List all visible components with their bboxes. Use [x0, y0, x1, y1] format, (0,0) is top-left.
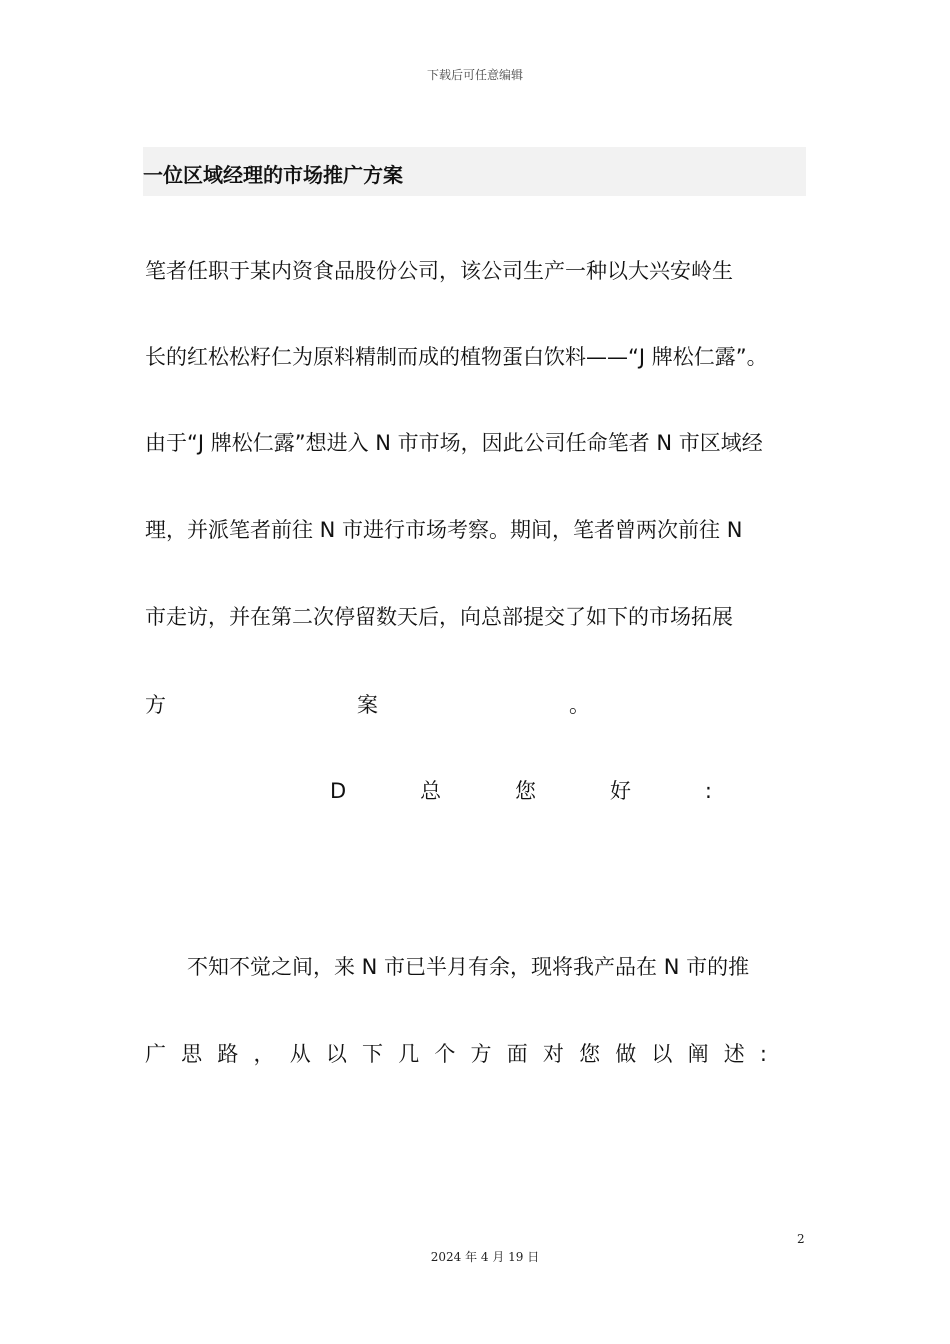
page-header: 下载后可任意编辑	[426, 68, 523, 82]
char: 面	[506, 1042, 528, 1066]
char: 对	[542, 1042, 564, 1066]
page-footer-date: 2024 年 4 月 19 日	[430, 1250, 540, 1264]
greeting-char: D	[330, 779, 347, 803]
char: 个	[434, 1042, 456, 1066]
greeting-char: :	[704, 779, 712, 803]
paragraph-line: 由于“J 牌松仁露”想进入 N 市市场，因此公司任命笔者 N 市区域经	[145, 431, 763, 455]
paragraph-justified-line	[145, 1040, 807, 1068]
char: 您	[579, 1042, 601, 1066]
char: 方	[145, 693, 166, 717]
char: 以	[325, 1042, 347, 1066]
paragraph-line: 理，并派笔者前往 N 市进行市场考察。期间，笔者曾两次前往 N	[145, 518, 743, 542]
char: 从	[289, 1042, 311, 1066]
char: 做	[615, 1042, 637, 1066]
char: 思	[181, 1042, 203, 1066]
char: 广	[145, 1042, 166, 1066]
char: 案	[357, 693, 378, 717]
char: 几	[398, 1042, 420, 1066]
paragraph-line: 市走访，并在第二次停留数天后，向总部提交了如下的市场拓展	[145, 605, 733, 629]
char: 以	[651, 1042, 673, 1066]
char: 下	[362, 1042, 384, 1066]
paragraph-last-line	[145, 691, 595, 719]
greeting-char: 总	[420, 779, 442, 803]
paragraph-line: 笔者任职于某内资食品股份公司，该公司生产一种以大兴安岭生	[145, 259, 733, 283]
char: :	[759, 1042, 767, 1066]
document-title: 一位区域经理的市场推广方案	[143, 163, 403, 187]
char: 阐	[687, 1042, 709, 1066]
page-number: 2	[797, 1232, 805, 1246]
paragraph-line: 长的红松松籽仁为原料精制而成的植物蛋白饮料——“J 牌松仁露”。	[145, 345, 768, 369]
greeting-char: 您	[515, 779, 537, 803]
char: 路	[217, 1042, 239, 1066]
char: 。	[569, 693, 590, 717]
greeting-char: 好	[609, 779, 631, 803]
title-band	[143, 147, 806, 196]
char: 述	[723, 1042, 745, 1066]
paragraph-line: 不知不觉之间，来 N 市已半月有余，现将我产品在 N 市的推	[145, 955, 750, 979]
char: ，	[253, 1042, 275, 1066]
greeting-line	[330, 777, 720, 805]
char: 方	[470, 1042, 492, 1066]
